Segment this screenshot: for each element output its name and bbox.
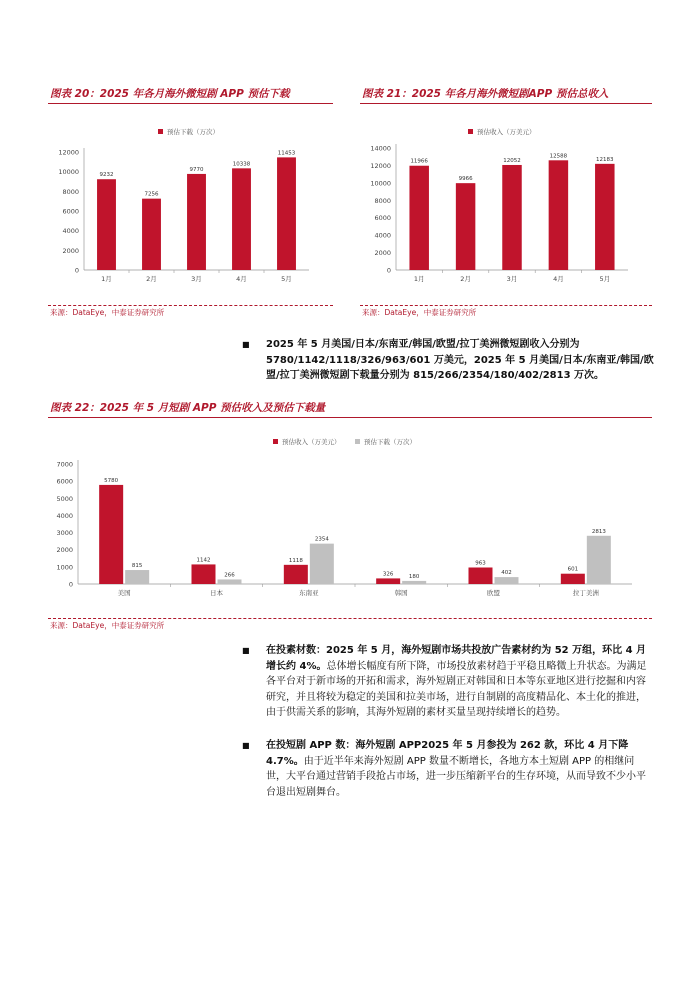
bar — [277, 157, 296, 270]
y-tick-label: 6000 — [62, 207, 79, 216]
y-tick-label: 8000 — [62, 187, 79, 196]
bar — [125, 570, 149, 584]
y-tick-label: 14000 — [370, 144, 391, 153]
legend-swatch — [273, 439, 278, 444]
y-tick-label: 0 — [74, 266, 79, 275]
y-tick-label: 0 — [68, 580, 73, 589]
bullet-mark: ■ — [242, 646, 250, 655]
bar — [284, 565, 308, 584]
y-tick-label: 1000 — [56, 563, 73, 572]
bar — [376, 578, 400, 584]
y-tick-label: 7000 — [56, 460, 73, 469]
data-label: 180 — [408, 573, 420, 580]
ads-lead: 在投素材数：2025 年 5 月，海外短剧市场共投放广告素材约为 52 万组，环比 4 月增长约 4%。 — [266, 645, 647, 672]
bar — [468, 567, 492, 584]
bar — [142, 199, 161, 270]
x-tick-label: 5月 — [281, 275, 292, 283]
apps-text: 由于近半年来海外短剧 APP 数量不断增长，各地方本土短剧 APP 的相继问世，大平台通过营销手段抢占市场，进一步压缩新平台的生存环境，从而导致不少小平台退出短剧舞台。 — [266, 755, 646, 798]
data-label: 9966 — [458, 176, 473, 183]
data-label: 11453 — [277, 150, 296, 157]
data-label: 266 — [224, 572, 235, 579]
bar — [549, 160, 568, 270]
data-label: 815 — [131, 563, 143, 570]
x-tick-label: 日本 — [210, 589, 223, 597]
data-label: 5780 — [104, 477, 119, 484]
x-tick-label: 3月 — [191, 275, 202, 283]
data-label: 1142 — [196, 557, 211, 564]
data-label: 12052 — [503, 157, 521, 164]
fig20-source: 来源：DataEye，中泰证券研究所 — [48, 305, 333, 319]
y-tick-label: 12000 — [370, 161, 391, 170]
x-tick-label: 美国 — [117, 589, 131, 597]
bar — [456, 183, 475, 270]
fig22-title: 图表 22：2025 年 5 月短剧 APP 预估收入及预估下载量 — [48, 398, 652, 418]
fig21-source: 来源：DataEye，中泰证券研究所 — [360, 305, 652, 319]
bar — [409, 166, 428, 270]
x-tick-label: 拉丁美洲 — [572, 589, 599, 597]
bar — [310, 544, 334, 584]
ads-text: 总体增长幅度有所下降，市场投放素材趋于平稳且略微上升状态。为满足各平台对于新市场的开拓和需求，海外短剧正对韩国和日本等东亚地区进行挖掘和内容研究，并且将较为稳定的美国和拉美市场，进行自制剧的高度精品化、本土化的推进，由于供需关系的影响，其海外短剧的素材买量呈现持续增长的趋势。 — [266, 660, 647, 718]
x-tick-label: 3月 — [506, 275, 518, 283]
apps-lead: 在投短剧 APP 数：海外短剧 APP2025 年 5 月参投为 262 款，环比 4 月下降 4.7%。 — [266, 740, 629, 767]
x-tick-label: 5月 — [599, 275, 611, 283]
y-tick-label: 10000 — [58, 168, 79, 177]
fig20-chart — [48, 112, 333, 300]
data-label: 402 — [501, 570, 512, 577]
fig21-title: 图表 21：2025 年各月海外微短剧APP 预估总收入 — [360, 84, 652, 104]
data-label: 9232 — [99, 172, 114, 179]
fig22-chart — [48, 428, 652, 608]
bar — [402, 581, 426, 584]
data-label: 1118 — [288, 557, 303, 564]
summary-paragraph — [242, 337, 654, 384]
bar — [561, 574, 585, 584]
apps-paragraph — [242, 738, 654, 800]
data-label: 10338 — [232, 161, 251, 168]
bullet-mark: ■ — [242, 340, 250, 349]
bar — [191, 564, 215, 584]
bar — [595, 164, 614, 270]
legend-label: 预估收入（万美元） — [477, 128, 536, 136]
y-tick-label: 6000 — [374, 214, 391, 223]
legend-label: 预估下载（万次） — [167, 128, 219, 136]
fig22-source: 来源：DataEye，中泰证券研究所 — [48, 618, 652, 632]
bar — [187, 174, 206, 270]
y-tick-label: 4000 — [62, 227, 79, 236]
x-tick-label: 2月 — [460, 275, 471, 283]
bar — [495, 577, 519, 584]
legend-swatch — [158, 129, 163, 134]
legend-swatch — [468, 129, 473, 134]
x-tick-label: 1月 — [101, 275, 112, 283]
y-tick-label: 2000 — [374, 249, 391, 258]
data-label: 326 — [382, 571, 394, 578]
bar — [99, 485, 123, 584]
legend-label: 预估收入（万美元） — [282, 438, 341, 446]
y-tick-label: 12000 — [58, 148, 79, 157]
y-tick-label: 10000 — [370, 179, 391, 188]
y-tick-label: 2000 — [56, 546, 73, 555]
bar — [218, 579, 242, 584]
bar — [232, 168, 251, 270]
data-label: 601 — [567, 566, 579, 573]
x-tick-label: 1月 — [413, 275, 425, 283]
data-label: 12183 — [596, 156, 614, 163]
y-tick-label: 2000 — [62, 246, 79, 255]
fig20-title: 图表 20：2025 年各月海外微短剧 APP 预估下载 — [48, 84, 333, 104]
x-tick-label: 东南亚 — [299, 589, 319, 597]
x-tick-label: 2月 — [146, 275, 157, 283]
legend-label: 预估下载（万次） — [364, 438, 416, 446]
y-tick-label: 0 — [386, 266, 391, 275]
fig21-chart — [360, 112, 652, 300]
bar — [97, 179, 116, 270]
data-label: 12588 — [549, 153, 568, 160]
y-tick-label: 8000 — [374, 196, 391, 205]
ads-paragraph — [242, 643, 654, 721]
bullet-mark: ■ — [242, 741, 250, 750]
summary-text: 2025 年 5 月美国/日本/东南亚/韩国/欧盟/拉丁美洲微短剧收入分别为 5780/1142/1118/326/963/601 万美元，2025 年 5 月美国/日本/东南亚/韩国/欧盟/拉丁美洲微短剧下载量分别为 815/266/2354/180/402/2813 万次。 — [266, 339, 654, 381]
data-label: 7256 — [144, 191, 159, 198]
x-tick-label: 韩国 — [394, 589, 408, 597]
x-tick-label: 4月 — [236, 275, 247, 283]
data-label: 2354 — [314, 536, 329, 543]
y-tick-label: 4000 — [56, 511, 73, 520]
bar — [587, 536, 611, 584]
data-label: 11966 — [410, 158, 428, 165]
y-tick-label: 5000 — [56, 494, 73, 503]
x-tick-label: 4月 — [553, 275, 564, 283]
data-label: 963 — [475, 560, 486, 567]
y-tick-label: 6000 — [56, 477, 73, 486]
y-tick-label: 3000 — [56, 529, 73, 538]
legend-swatch — [355, 439, 360, 444]
data-label: 2813 — [591, 528, 606, 535]
bar — [502, 165, 521, 270]
y-tick-label: 4000 — [374, 231, 391, 240]
x-tick-label: 欧盟 — [487, 589, 500, 597]
data-label: 9770 — [189, 166, 204, 173]
